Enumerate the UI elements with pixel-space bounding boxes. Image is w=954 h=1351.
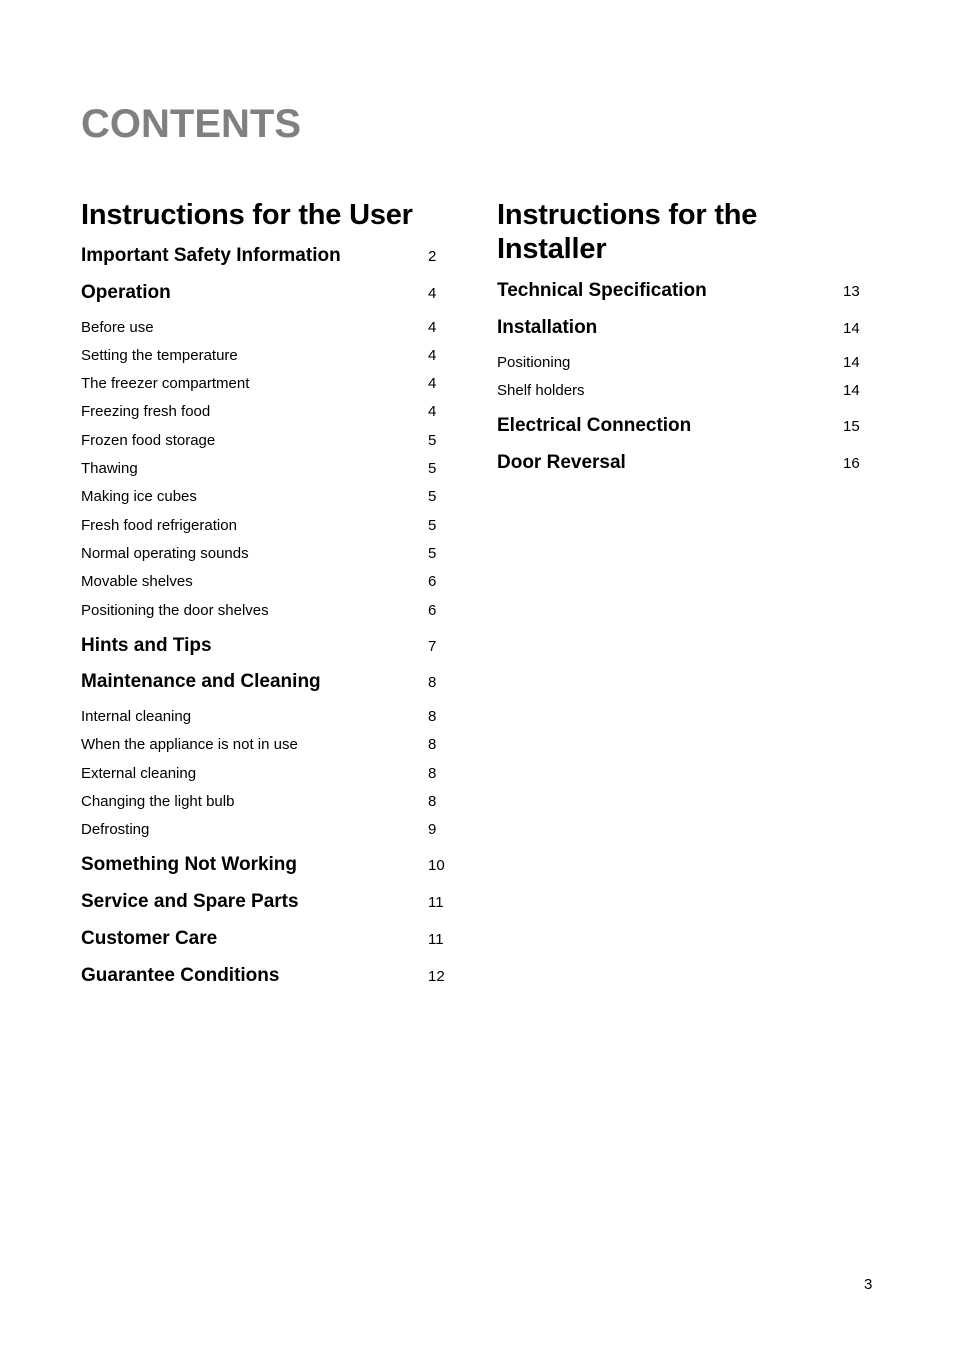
toc-entry-label: Service and Spare Parts: [81, 891, 299, 913]
toc-entry-label: The freezer compartment: [81, 375, 250, 393]
toc-entry-page-number: 8: [428, 736, 437, 754]
toc-subsection-entry: [81, 601, 451, 634]
toc-entry-label: Frozen food storage: [81, 431, 216, 449]
toc-entry-page-number: 5: [428, 544, 437, 562]
toc-entry-page-number: 9: [428, 821, 437, 839]
toc-subsection-entry: [81, 516, 451, 544]
toc-entry-label: Changing the light bulb: [81, 793, 235, 811]
toc-entry-label: Important Safety Information: [81, 245, 341, 266]
toc-entry-label: Positioning the door shelves: [81, 601, 269, 619]
toc-subsection-entry: [81, 735, 451, 763]
installer-instructions-heading: Instructions for the Installer: [497, 199, 758, 265]
toc-section-entry: [497, 316, 867, 353]
toc-entry-label: Shelf holders: [497, 381, 585, 399]
toc-section-entry: [497, 414, 867, 451]
installer-toc-list: [497, 279, 867, 487]
toc-entry-page-number: 5: [428, 488, 437, 506]
toc-subsection-entry: [81, 402, 451, 430]
toc-entry-page-number: 4: [428, 375, 437, 393]
toc-entry-page-number: 8: [428, 674, 437, 692]
toc-entry-page-number: 4: [428, 403, 437, 421]
toc-entry-page-number: 4: [428, 346, 437, 364]
toc-entry-page-number: 4: [428, 284, 437, 302]
toc-entry-label: Normal operating sounds: [81, 544, 249, 562]
toc-entry-label: External cleaning: [81, 764, 197, 782]
toc-entry-page-number: 15: [843, 417, 860, 435]
toc-entry-page-number: 16: [843, 454, 860, 472]
toc-section-entry: [81, 281, 451, 318]
toc-subsection-entry: [81, 572, 451, 600]
toc-subsection-entry: [81, 431, 451, 459]
toc-subsection-entry: [81, 374, 451, 402]
toc-entry-page-number: 14: [843, 319, 860, 337]
toc-subsection-entry: [81, 346, 451, 374]
toc-entry-label: Defrosting: [81, 821, 150, 839]
toc-entry-label: Freezing fresh food: [81, 403, 211, 421]
toc-entry-label: Technical Specification: [497, 280, 707, 301]
toc-entry-page-number: 6: [428, 601, 437, 619]
toc-subsection-entry: [81, 459, 451, 487]
toc-entry-page-number: 13: [843, 283, 860, 300]
toc-entry-page-number: 2: [428, 248, 437, 265]
toc-entry-page-number: 11: [428, 894, 444, 912]
toc-entry-label: Maintenance and Cleaning: [81, 671, 321, 693]
toc-entry-label: Fresh food refrigeration: [81, 516, 237, 534]
toc-entry-page-number: 8: [428, 708, 437, 726]
toc-entry-label: Customer Care: [81, 927, 218, 949]
page-number: 3: [864, 1276, 873, 1293]
toc-entry-page-number: 4: [428, 318, 437, 336]
toc-entry-page-number: 7: [428, 637, 437, 655]
installer-instructions-column: [497, 198, 867, 487]
user-toc-list: [81, 244, 451, 1001]
toc-section-entry: [81, 670, 451, 707]
toc-section-entry: [81, 244, 451, 281]
toc-entry-label: Guarantee Conditions: [81, 964, 280, 986]
toc-section-entry: [497, 451, 867, 488]
toc-subsection-entry: [81, 487, 451, 515]
toc-subsection-entry: [497, 353, 867, 381]
toc-entry-label: Door Reversal: [497, 451, 626, 473]
toc-entry-page-number: 11: [428, 930, 444, 948]
toc-section-entry: [497, 279, 867, 316]
toc-entry-label: When the appliance is not in use: [81, 736, 298, 754]
toc-entry-label: Thawing: [81, 460, 138, 478]
toc-subsection-entry: [81, 764, 451, 792]
toc-entry-page-number: 14: [843, 381, 860, 399]
toc-subsection-entry: [81, 820, 451, 853]
toc-subsection-entry: [81, 318, 451, 346]
toc-entry-label: Electrical Connection: [497, 414, 692, 436]
toc-subsection-entry: [81, 544, 451, 572]
toc-section-entry: [81, 634, 451, 671]
toc-entry-page-number: 8: [428, 764, 437, 782]
toc-section-entry: [81, 853, 451, 890]
toc-entry-page-number: 5: [428, 516, 437, 534]
toc-entry-page-number: 12: [428, 967, 445, 985]
toc-entry-label: Something Not Working: [81, 854, 298, 876]
toc-section-entry: [81, 927, 451, 964]
page-title: CONTENTS: [81, 102, 301, 146]
toc-entry-label: Making ice cubes: [81, 488, 197, 506]
toc-entry-label: Movable shelves: [81, 573, 193, 591]
toc-entry-label: Hints and Tips: [81, 634, 212, 656]
toc-entry-page-number: 14: [843, 353, 860, 371]
toc-entry-page-number: 5: [428, 460, 437, 478]
toc-entry-page-number: 10: [428, 857, 445, 875]
toc-entry-page-number: 6: [428, 573, 437, 591]
toc-subsection-entry: [81, 707, 451, 735]
toc-entry-label: Installation: [497, 316, 598, 338]
user-instructions-heading: Instructions for the User: [81, 199, 413, 231]
toc-entry-label: Internal cleaning: [81, 708, 192, 726]
toc-section-entry: [81, 964, 451, 1001]
user-instructions-column: [81, 198, 451, 1001]
toc-entry-label: Operation: [81, 281, 171, 303]
toc-entry-label: Before use: [81, 318, 154, 336]
toc-entry-label: Positioning: [497, 353, 571, 371]
toc-subsection-entry: [497, 381, 867, 414]
toc-entry-page-number: 8: [428, 793, 437, 811]
toc-section-entry: [81, 890, 451, 927]
toc-entry-page-number: 5: [428, 431, 437, 449]
toc-subsection-entry: [81, 792, 451, 820]
toc-entry-label: Setting the temperature: [81, 346, 238, 364]
